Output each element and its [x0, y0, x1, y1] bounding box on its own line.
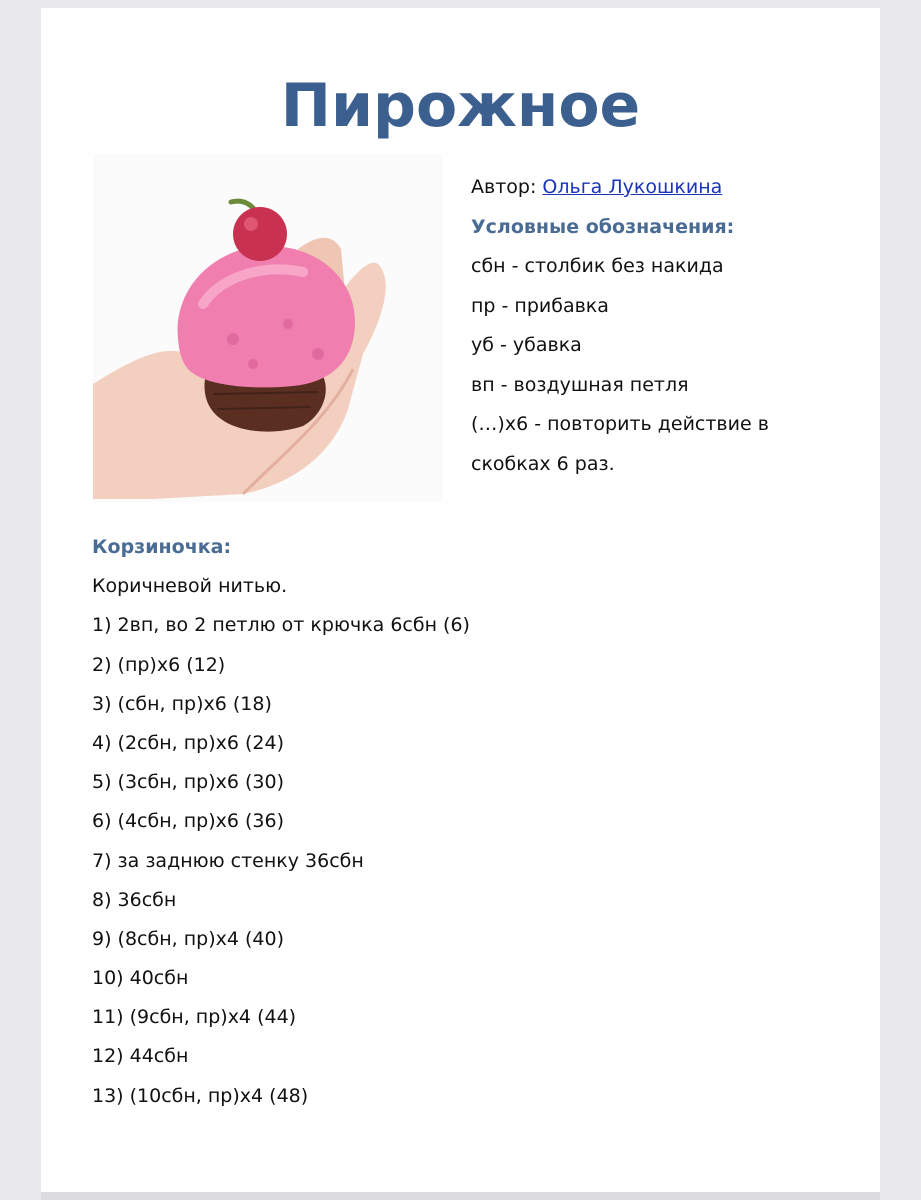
page-title: Пирожное — [280, 71, 641, 141]
legend-heading: Условные обозначения: — [471, 215, 735, 238]
legend-item: сбн - столбик без накида — [471, 255, 724, 277]
author-link[interactable]: Ольга Лукошкина — [542, 176, 723, 198]
legend-item: пр - прибавка — [471, 294, 609, 317]
pattern-row: 5) (3сбн, пр)х6 (30) — [92, 771, 284, 794]
pattern-row: 9) (8сбн, пр)х4 (40) — [92, 927, 284, 950]
cupcake-photo — [93, 154, 443, 502]
legend-item: уб - убавка — [471, 334, 582, 356]
basket-section — [92, 528, 852, 1116]
pattern-row: 11) (9сбн, пр)х4 (44) — [92, 1006, 297, 1029]
document-page — [41, 8, 880, 1192]
legend-item: (…)х6 - повторить действие в — [471, 413, 769, 435]
legend-item: скобках 6 раз. — [471, 452, 615, 475]
pattern-row: 3) (сбн, пр)х6 (18) — [92, 692, 272, 715]
author-label: Автор: — [471, 176, 543, 198]
info-block — [471, 168, 851, 484]
pattern-row: 1) 2вп, во 2 петлю от крючка 6сбн (6) — [92, 614, 470, 637]
pattern-row: 12) 44сбн — [92, 1045, 189, 1068]
pattern-row: 8) 36сбн — [92, 888, 177, 911]
basket-heading: Корзиночка: — [92, 536, 232, 558]
pattern-row: 7) за заднюю стенку 36сбн — [92, 849, 364, 872]
cherry — [233, 207, 287, 261]
pattern-row: 13) (10сбн, пр)х4 (48) — [92, 1084, 309, 1107]
legend-item: вп - воздушная петля — [471, 373, 689, 396]
page-edge — [41, 1192, 880, 1200]
pattern-row: 2) (пр)х6 (12) — [92, 653, 226, 676]
pattern-row: 4) (2сбн, пр)х6 (24) — [92, 731, 284, 754]
author-line — [471, 168, 851, 208]
basket-note: Коричневой нитью. — [92, 575, 288, 598]
pattern-row: 10) 40сбн — [92, 967, 189, 990]
pattern-row: 6) (4сбн, пр)х6 (36) — [92, 810, 284, 833]
